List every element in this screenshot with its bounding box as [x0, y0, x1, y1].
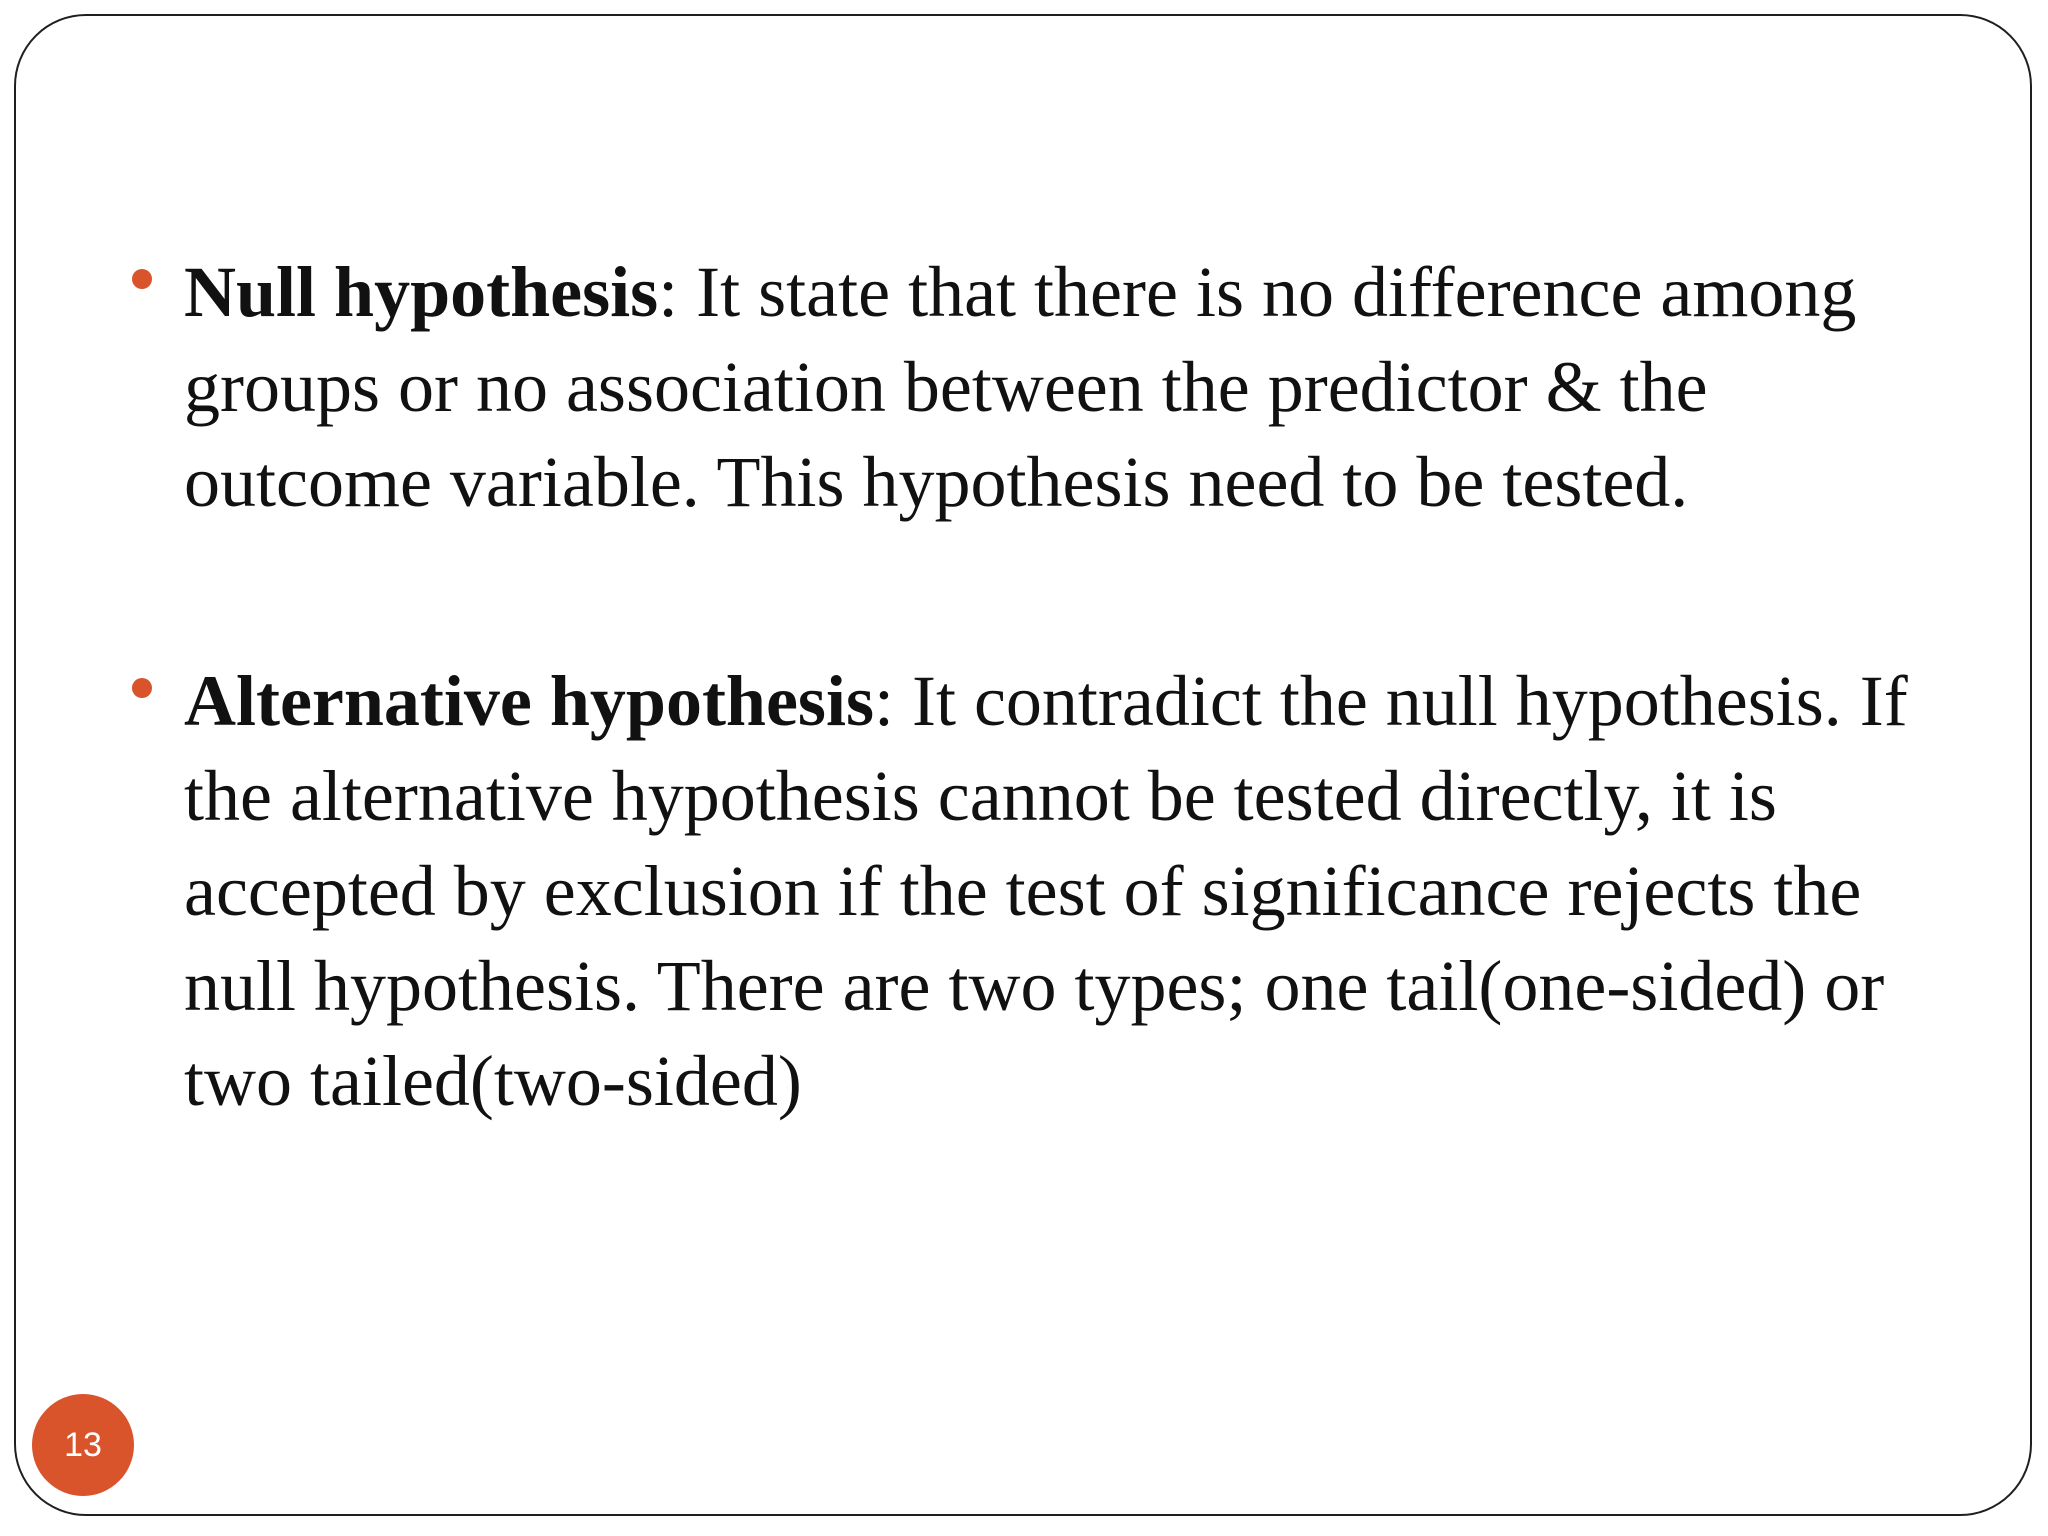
bullet-dot-icon	[132, 678, 152, 698]
bullet-term: Null hypothesis	[184, 252, 659, 332]
page-number-badge: 13	[32, 1394, 134, 1496]
bullet-dot-icon	[132, 269, 152, 289]
bullet-alternative-hypothesis	[184, 654, 1924, 1129]
bullet-term: Alternative hypothesis	[184, 661, 874, 741]
bullet-body: : It contradict the null hypothesis. If the alternative hypothesis cannot be tested directly, it is accepted by exclusion if the test of significance rejects the null hypothesis. There are two types; one tail(one-sided) or two tailed(two-sided)	[184, 661, 1908, 1121]
bullet-null-hypothesis	[184, 245, 1924, 530]
bullet-body: : It state that there is no difference among groups or no association between the predictor & the outcome variable. This hypothesis need to be tested.	[184, 252, 1857, 522]
